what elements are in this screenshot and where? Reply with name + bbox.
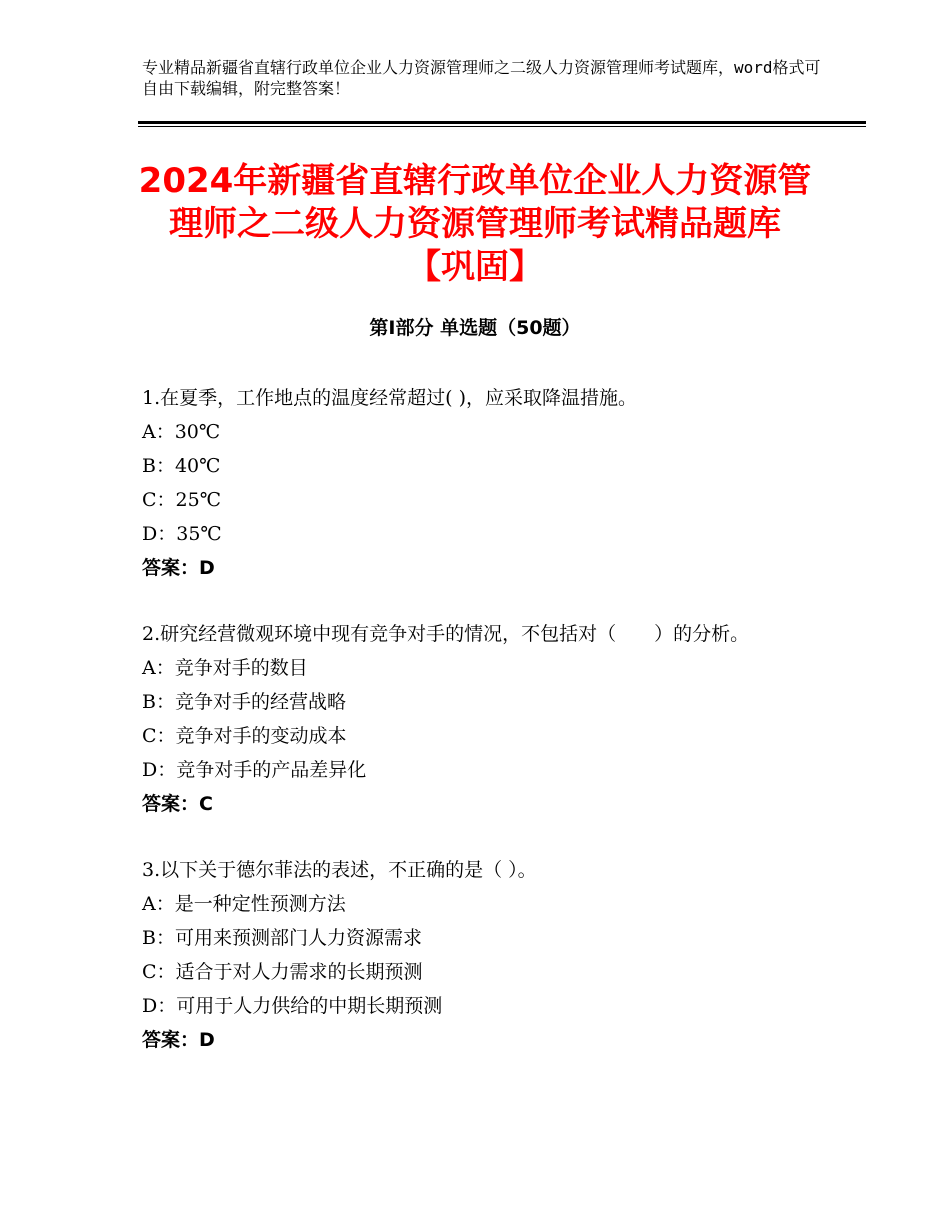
option-c: C：竞争对手的变动成本 bbox=[142, 725, 347, 747]
answer: 答案：D bbox=[142, 1029, 215, 1051]
option-b: B：40℃ bbox=[142, 455, 221, 477]
option-b: B：竞争对手的经营战略 bbox=[142, 691, 346, 713]
title-line-3: 【巩固】 bbox=[407, 247, 543, 287]
section-heading: 第Ⅰ部分 单选题（50题） bbox=[369, 317, 581, 339]
header-rule-thin bbox=[138, 126, 866, 127]
header-rule-thick bbox=[138, 121, 866, 124]
header-text: 专业精品新疆省直辖行政单位企业人力资源管理师之二级人力资源管理师考试题库，word格式可自由下载编辑，附完整答案！ bbox=[142, 58, 821, 98]
document-title bbox=[100, 160, 850, 289]
title-line-1: 2024年新疆省直辖行政单位企业人力资源管 bbox=[138, 161, 812, 201]
question-1 bbox=[142, 381, 812, 585]
answer: 答案：D bbox=[142, 557, 215, 579]
option-d: D：35℃ bbox=[142, 523, 222, 545]
question-stem: 3.以下关于德尔菲法的表述，不正确的是（ ）。 bbox=[142, 859, 537, 881]
option-d: D：竞争对手的产品差异化 bbox=[142, 759, 367, 781]
document-header bbox=[142, 57, 822, 99]
question-stem: 1.在夏季，工作地点的温度经常超过( )，应采取降温措施。 bbox=[142, 387, 637, 409]
option-c: C：25℃ bbox=[142, 489, 221, 511]
question-2 bbox=[142, 617, 812, 821]
option-b: B：可用来预测部门人力资源需求 bbox=[142, 927, 422, 949]
title-line-2: 理师之二级人力资源管理师考试精品题库 bbox=[169, 204, 781, 244]
question-list bbox=[142, 381, 812, 1089]
option-a: A：竞争对手的数目 bbox=[142, 657, 308, 679]
option-d: D：可用于人力供给的中期长期预测 bbox=[142, 995, 443, 1017]
question-3 bbox=[142, 853, 812, 1057]
answer: 答案：C bbox=[142, 793, 213, 815]
option-a: A：是一种定性预测方法 bbox=[142, 893, 346, 915]
option-c: C：适合于对人力需求的长期预测 bbox=[142, 961, 423, 983]
question-stem: 2.研究经营微观环境中现有竞争对手的情况，不包括对（ ）的分析。 bbox=[142, 623, 750, 645]
option-a: A：30℃ bbox=[142, 421, 221, 443]
